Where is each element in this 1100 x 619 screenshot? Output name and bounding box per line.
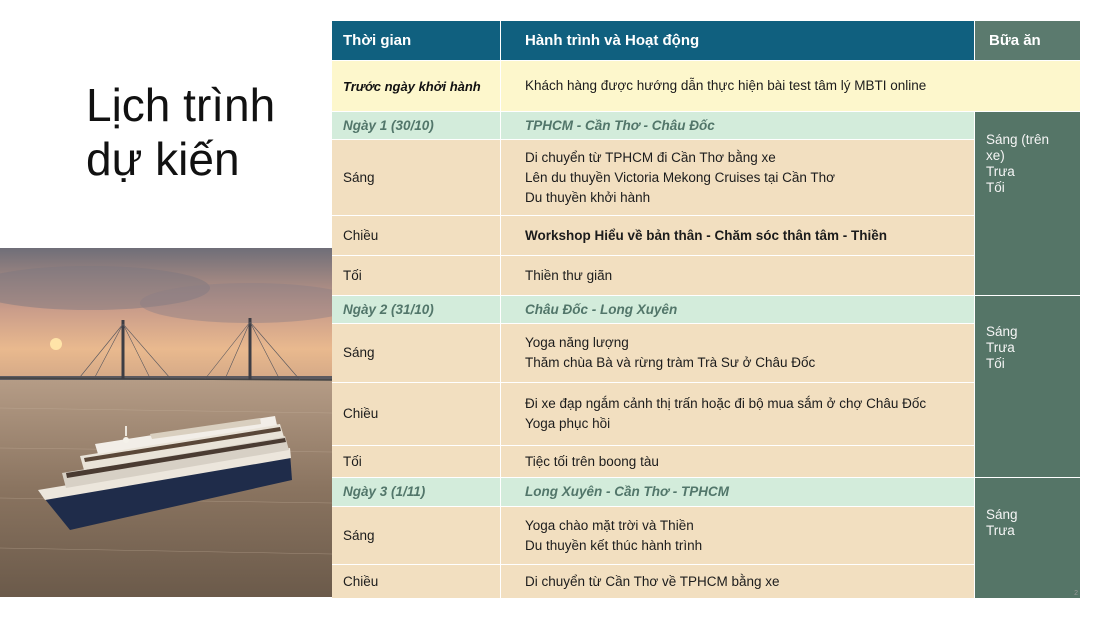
activity-line: Di chuyển từ Cần Thơ về TPHCM bằng xe xyxy=(525,573,780,589)
day-1-label: Ngày 1 (30/10) xyxy=(332,112,500,139)
activity-line: Di chuyển từ TPHCM đi Cần Thơ bằng xe xyxy=(525,149,776,165)
day-1-meals xyxy=(975,112,1080,295)
day-2-meals xyxy=(975,296,1080,477)
day-1-route: TPHCM - Cần Thơ - Châu Đốc xyxy=(501,112,974,139)
meal-item: Trưa xyxy=(986,523,1015,538)
day-2-morning-time: Sáng xyxy=(332,324,500,382)
activity-line: Thiền thư giãn xyxy=(525,267,613,283)
meal-item: Trưa xyxy=(986,340,1015,355)
slide-title xyxy=(86,78,275,186)
pre-departure-label: Trước ngày khởi hành xyxy=(332,61,500,111)
activity-line: Tiệc tối trên boong tàu xyxy=(525,453,659,469)
cruise-ship-photo xyxy=(0,248,332,597)
meal-item: Trưa xyxy=(986,164,1015,179)
day-3-meals xyxy=(975,478,1080,598)
activity-line: Yoga phục hồi xyxy=(525,416,611,431)
day-2-evening-activities xyxy=(501,446,974,477)
activity-line: Thăm chùa Bà và rừng tràm Trà Sư ở Châu Đốc xyxy=(525,355,816,370)
schedule-table xyxy=(332,21,1080,598)
day-3-afternoon-time: Chiều xyxy=(332,565,500,598)
day-1-morning-activities xyxy=(501,140,974,215)
header-time: Thời gian xyxy=(332,21,500,60)
day-2-evening-time: Tối xyxy=(332,446,500,477)
day-3-morning-time: Sáng xyxy=(332,507,500,564)
header-meals: Bữa ăn xyxy=(975,21,1080,60)
activity-line: Yoga chào mặt trời và Thiền xyxy=(525,517,694,533)
header-activity: Hành trình và Hoạt động xyxy=(501,21,974,60)
day-3-morning-activities xyxy=(501,507,974,564)
day-1-morning-time: Sáng xyxy=(332,140,500,215)
meal-item: Tối xyxy=(986,180,1005,195)
title-line-1: Lịch trình xyxy=(86,79,276,131)
day-2-morning-activities xyxy=(501,324,974,382)
pre-departure-activity: Khách hàng được hướng dẫn thực hiện bài test tâm lý MBTI online xyxy=(501,61,1080,111)
day-3-route: Long Xuyên - Cần Thơ - TPHCM xyxy=(501,478,974,506)
activity-line: Du thuyền kết thúc hành trình xyxy=(525,537,703,553)
day-1-afternoon-time: Chiều xyxy=(332,216,500,255)
day-2-route: Châu Đốc - Long Xuyên xyxy=(501,296,974,323)
activity-line: Yoga năng lượng xyxy=(525,335,629,350)
day-1-evening-time: Tối xyxy=(332,256,500,295)
meal-item: Sáng xyxy=(986,507,1018,522)
day-2-label: Ngày 2 (31/10) xyxy=(332,296,500,323)
day-1-afternoon-activities xyxy=(501,216,974,255)
activity-line: Workshop Hiểu về bản thân - Chăm sóc thân tâm - Thiền xyxy=(525,227,888,243)
activity-line: Đi xe đạp ngắm cảnh thị trấn hoặc đi bộ mua sắm ở chợ Châu Đốc xyxy=(525,396,927,411)
day-1-evening-activities xyxy=(501,256,974,295)
page-number: 2 xyxy=(1074,590,1078,597)
meal-item: Sáng xyxy=(986,324,1018,339)
day-2-afternoon-time: Chiều xyxy=(332,383,500,445)
title-line-2: dự kiến xyxy=(86,133,240,185)
day-3-label: Ngày 3 (1/11) xyxy=(332,478,500,506)
meal-item: Sáng (trên xe) xyxy=(986,132,1050,163)
activity-line: Du thuyền khởi hành xyxy=(525,189,651,205)
day-3-afternoon-activities xyxy=(501,565,974,598)
meal-item: Tối xyxy=(986,356,1005,371)
day-2-afternoon-activities xyxy=(501,383,974,445)
activity-line: Lên du thuyền Victoria Mekong Cruises tại Cần Thơ xyxy=(525,169,836,185)
